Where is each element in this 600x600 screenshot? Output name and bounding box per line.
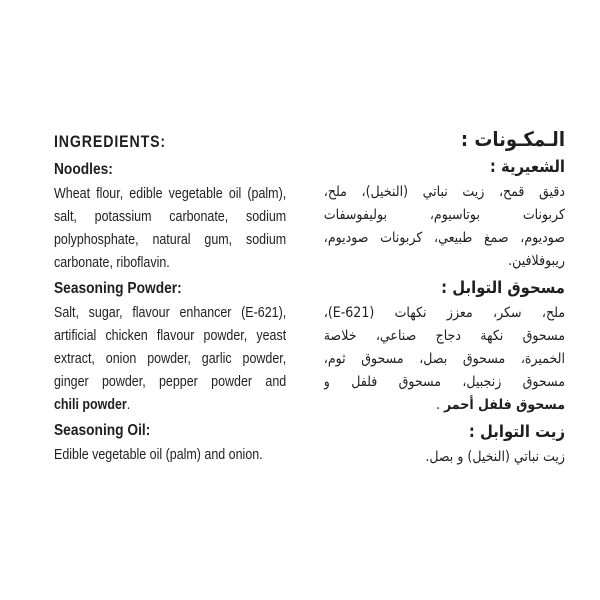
section-seasoning-oil-body-arabic (324, 446, 565, 469)
section-seasoning-powder-body-arabic (324, 302, 565, 417)
section-seasoning-oil-title-arabic: زيت التوابل : (468, 422, 565, 441)
section-seasoning-powder-title: Seasoning Powder: (54, 280, 182, 297)
section-seasoning-oil (54, 421, 286, 467)
text-line: ملح، سكر، معزز نكهات (E-621)، (323, 305, 565, 321)
text-line: salt, potassium carbonate, sodium (54, 209, 287, 225)
section-noodles-body-arabic (324, 181, 565, 273)
section-seasoning-powder-title-arabic: مسحوق التوابل : (441, 278, 565, 297)
section-noodles (54, 160, 286, 275)
text-line: زيت نباتي (النخيل) و بصل. (425, 449, 565, 465)
arabic-column (324, 126, 565, 473)
chili-powder-bold-text: chili powder (54, 397, 127, 413)
sentence-period: . (126, 397, 131, 413)
text-line: carbonate, riboflavin. (54, 255, 170, 271)
text-line: Wheat flour, edible vegetable oil (palm), (54, 186, 287, 202)
sentence-period: . (435, 397, 444, 413)
text-line: artificial chicken flavour powder, yeast (54, 328, 287, 344)
text-line: دقيق قمح، زيت نباتي (النخيل)، ملح، (323, 184, 565, 200)
text-line: Salt, sugar, flavour enhancer (E-621), (54, 305, 287, 321)
text-line: Edible vegetable oil (palm) and onion. (54, 447, 263, 463)
section-seasoning-oil-arabic (324, 421, 565, 469)
english-column (54, 132, 286, 471)
section-seasoning-powder-body (54, 302, 286, 417)
section-seasoning-powder-arabic (324, 277, 565, 417)
text-line: صوديوم، صمغ طبيعي، كربونات صوديوم، (323, 230, 565, 246)
text-line: ريبوفلافين. (508, 253, 565, 269)
text-line: extract, onion powder, garlic powder, (54, 351, 287, 367)
text-line: الخميرة، مسحوق بصل، مسحوق ثوم، (323, 351, 565, 367)
section-noodles-title: Noodles: (54, 161, 113, 178)
section-noodles-title-arabic: الشعيرية : (489, 157, 565, 176)
section-seasoning-oil-title: Seasoning Oil: (54, 422, 151, 439)
text-line (324, 394, 565, 417)
section-seasoning-oil-body (54, 444, 286, 467)
red-chili-powder-bold-text-arabic: مسحوق فلفل أحمر (443, 397, 565, 413)
ingredients-heading: INGREDIENTS: (54, 133, 167, 151)
text-line: polyphosphate, natural gum, sodium (54, 232, 287, 248)
section-noodles-body (54, 183, 286, 275)
text-line: مسحوق نكهة دجاج صناعي، خلاصة (323, 328, 565, 344)
ingredients-heading-arabic: الـمكـونات : (460, 127, 565, 151)
text-line: مسحوق زنجبيل، مسحوق فلفل و (323, 374, 565, 390)
section-seasoning-powder (54, 279, 286, 417)
section-noodles-arabic (324, 156, 565, 273)
text-line (54, 394, 286, 417)
text-line: كربونات بوتاسيوم، بوليفوسفات (323, 207, 565, 223)
text-line: ginger powder, pepper powder and (54, 374, 287, 390)
